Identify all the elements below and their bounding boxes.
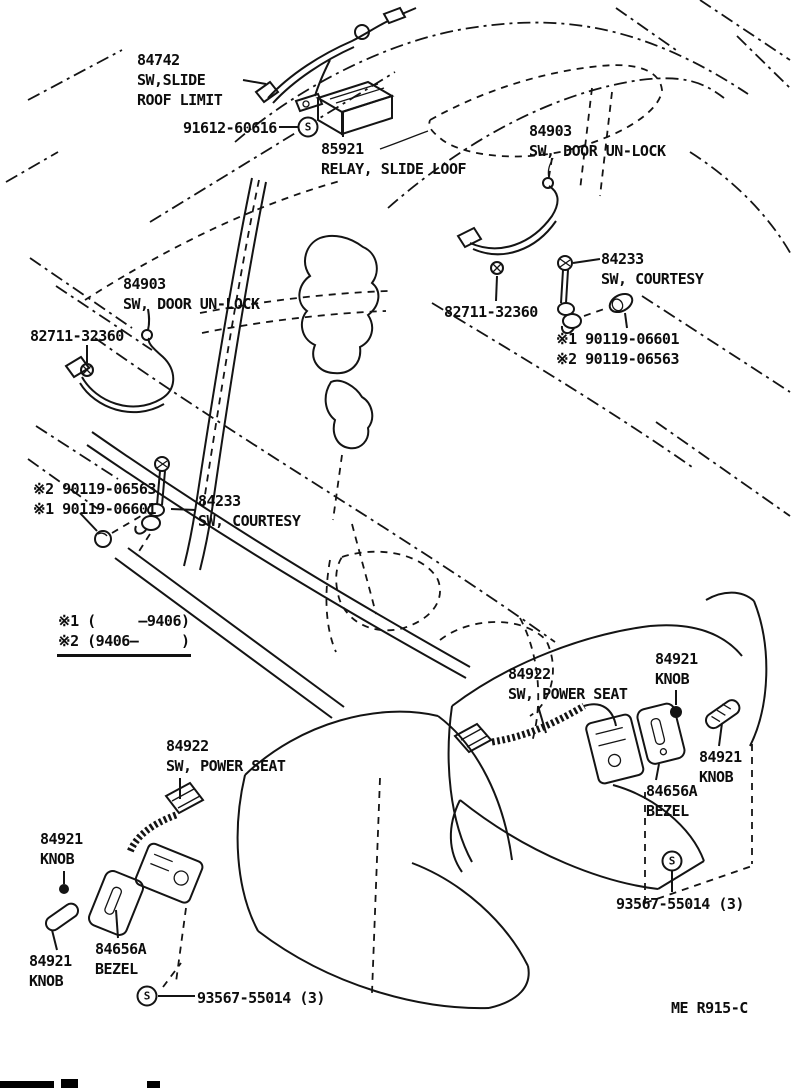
label-bezel-right (646, 781, 697, 821)
label-relay-slide-roof (321, 139, 466, 179)
label-line: 84656A (95, 940, 147, 958)
label-knob-left-bottom (29, 951, 72, 991)
label-line: SW, POWER SEAT (166, 757, 286, 775)
label-line: 84921 (655, 650, 698, 668)
label-line: 82711-32360 (444, 303, 538, 321)
label-line: 84656A (646, 782, 698, 800)
label-screw-93567-right (616, 894, 744, 914)
label-line: BEZEL (646, 802, 689, 820)
label-line: ※2 90119-06563 (556, 350, 679, 368)
label-line: 84922 (166, 737, 209, 755)
label-bezel-left (95, 939, 146, 979)
label-line: ※1 ( —9406) (58, 612, 190, 630)
label-line: ROOF LIMIT (137, 91, 223, 109)
screw-icon-91612: S (298, 117, 319, 138)
label-line: SW, COURTESY (601, 270, 704, 288)
label-line: 84742 (137, 51, 180, 69)
label-sw-courtesy-left (198, 491, 300, 531)
screw-icon-93567-bottom: S (137, 986, 158, 1007)
label-line: 93567-55014 (3) (197, 989, 325, 1007)
label-line: 84921 (40, 830, 83, 848)
label-line: ※2 90119-06563 (33, 480, 156, 498)
label-line: 85921 (321, 140, 364, 158)
label-knob-left-top (40, 829, 83, 869)
label-line: SW, DOOR UN-LOCK (529, 142, 666, 160)
label-line: BEZEL (95, 960, 138, 978)
slide-roof-limit-switch-harness (256, 8, 416, 103)
label-line: KNOB (655, 670, 690, 688)
scan-artifact (147, 1081, 160, 1088)
label-line: 84921 (29, 952, 72, 970)
label-drawing-code (671, 998, 748, 1018)
label-sw-power-seat-left (166, 736, 285, 776)
label-screws-right (556, 329, 679, 369)
label-line: 84233 (198, 492, 241, 510)
label-line: 84921 (699, 748, 742, 766)
label-screws-left (33, 479, 156, 519)
screw-icon-93567-right: S (662, 851, 683, 872)
label-line: 93567-55014 (3) (616, 895, 744, 913)
label-harness-82711-left (30, 326, 124, 346)
label-line: SW, COURTESY (198, 512, 301, 530)
label-line: SW,SLIDE (137, 71, 206, 89)
door-unlock-switch-right (458, 88, 612, 254)
label-line: RELAY, SLIDE LOOF (321, 160, 467, 178)
label-line: SW, DOOR UN-LOCK (123, 295, 260, 313)
label-line: ※2 (9406— ) (58, 632, 190, 650)
label-sw-door-unlock-right (529, 121, 666, 161)
label-knob-right-top (655, 649, 698, 689)
power-seat-switch-right (455, 690, 752, 903)
label-screw-91612 (183, 118, 277, 138)
label-production-legend (58, 611, 190, 651)
label-line: KNOB (40, 850, 75, 868)
legend-underline (57, 654, 191, 657)
label-screw-93567-bottom (197, 988, 325, 1008)
door-unlock-switch-left (66, 309, 173, 412)
label-line: 91612-60616 (183, 119, 277, 137)
label-line: 84922 (508, 665, 551, 683)
label-line: ME R915-C (671, 999, 748, 1017)
label-sw-slide-roof-limit (137, 50, 222, 110)
label-line: 84233 (601, 250, 644, 268)
label-line: SW, POWER SEAT (508, 685, 628, 703)
label-sw-power-seat-right (508, 664, 627, 704)
label-line: ※1 90119-06601 (33, 500, 156, 518)
scan-artifact (61, 1079, 78, 1088)
label-line: 82711-32360 (30, 327, 124, 345)
label-line: KNOB (29, 972, 64, 990)
label-sw-door-unlock-left (123, 274, 260, 314)
label-harness-82711-right (444, 302, 538, 322)
label-line: 84903 (529, 122, 572, 140)
label-knob-right-side (699, 747, 742, 787)
label-line: 84903 (123, 275, 166, 293)
scan-artifact (0, 1081, 54, 1088)
label-line: ※1 90119-06601 (556, 330, 679, 348)
label-sw-courtesy-right (601, 249, 703, 289)
label-line: KNOB (699, 768, 734, 786)
